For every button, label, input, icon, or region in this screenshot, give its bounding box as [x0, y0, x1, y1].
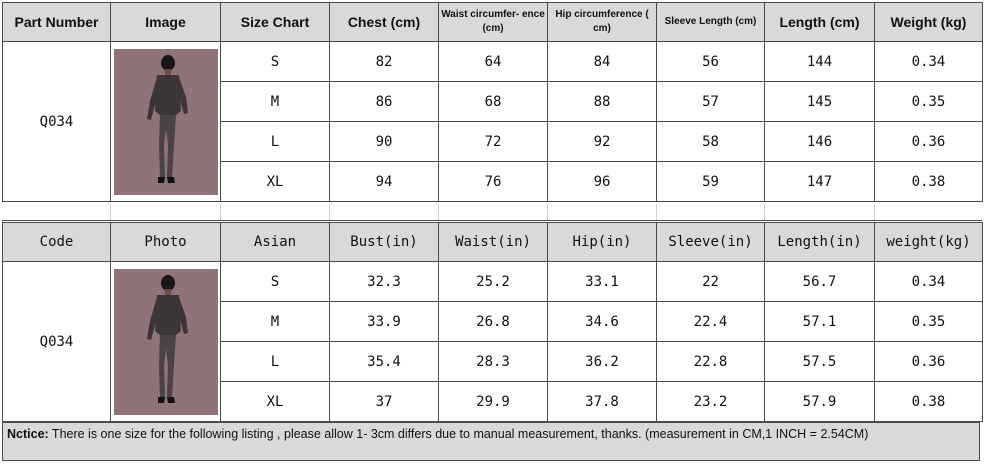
code-cell: Q034	[3, 262, 111, 422]
table-row	[3, 262, 983, 302]
header-length: Length (cm)	[765, 3, 875, 42]
header-hip: Hip circumference ( cm)	[548, 3, 657, 42]
header-sleeve: Sleeve(in)	[657, 223, 765, 262]
length-cell: 147	[765, 162, 875, 202]
size-table-inches	[2, 222, 983, 422]
weight-cell: 0.35	[875, 82, 983, 122]
header-photo: Photo	[111, 223, 221, 262]
waist-cell: 64	[439, 42, 548, 82]
chest-cell: 86	[330, 82, 439, 122]
size-cell: S	[221, 42, 330, 82]
weight-cell: 0.34	[875, 262, 983, 302]
product-image-cell	[111, 42, 221, 202]
size-table-cm	[2, 2, 983, 202]
header-size-chart: Size Chart	[221, 3, 330, 42]
hip-cell: 88	[548, 82, 657, 122]
sleeve-cell: 22.8	[657, 342, 765, 382]
table-row	[3, 42, 983, 82]
length-cell: 144	[765, 42, 875, 82]
waist-cell: 28.3	[439, 342, 548, 382]
weight-cell: 0.34	[875, 42, 983, 82]
header-weight: weight(kg)	[875, 223, 983, 262]
waist-cell: 26.8	[439, 302, 548, 342]
hip-cell: 33.1	[548, 262, 657, 302]
table-header-row	[3, 223, 983, 262]
notice-text: There is one size for the following listing , please allow 1- 3cm differs due to manual measurement, thanks. (measurement in CM,1 INCH = 2.54CM)	[48, 427, 869, 441]
waist-cell: 29.9	[439, 382, 548, 422]
waist-cell: 72	[439, 122, 548, 162]
measurement-notice	[2, 422, 980, 461]
header-length: Length(in)	[765, 223, 875, 262]
bust-cell: 33.9	[330, 302, 439, 342]
length-cell: 146	[765, 122, 875, 162]
weight-cell: 0.36	[875, 122, 983, 162]
table-divider	[2, 204, 982, 221]
weight-cell: 0.35	[875, 302, 983, 342]
weight-cell: 0.36	[875, 342, 983, 382]
header-waist: Waist circumfer- ence (cm)	[439, 3, 548, 42]
size-cell: L	[221, 342, 330, 382]
bust-cell: 37	[330, 382, 439, 422]
size-cell: M	[221, 302, 330, 342]
bust-cell: 35.4	[330, 342, 439, 382]
weight-cell: 0.38	[875, 382, 983, 422]
length-cell: 57.1	[765, 302, 875, 342]
header-sleeve: Sleeve Length (cm)	[657, 3, 765, 42]
sleeve-cell: 58	[657, 122, 765, 162]
length-cell: 57.9	[765, 382, 875, 422]
sleeve-cell: 22.4	[657, 302, 765, 342]
sleeve-cell: 59	[657, 162, 765, 202]
product-photo-cell	[111, 262, 221, 422]
sleeve-cell: 22	[657, 262, 765, 302]
length-cell: 57.5	[765, 342, 875, 382]
chest-cell: 82	[330, 42, 439, 82]
notice-label: Nctice:	[7, 427, 49, 441]
hip-cell: 96	[548, 162, 657, 202]
header-hip: Hip(in)	[548, 223, 657, 262]
hip-cell: 36.2	[548, 342, 657, 382]
header-waist: Waist(in)	[439, 223, 548, 262]
header-code: Code	[3, 223, 111, 262]
waist-cell: 76	[439, 162, 548, 202]
header-part-number: Part Number	[3, 3, 111, 42]
product-photo	[114, 269, 218, 415]
header-weight: Weight (kg)	[875, 3, 983, 42]
header-chest: Chest (cm)	[330, 3, 439, 42]
table-header-row	[3, 3, 983, 42]
part-number-cell: Q034	[3, 42, 111, 202]
product-photo	[114, 49, 218, 195]
hip-cell: 34.6	[548, 302, 657, 342]
length-cell: 56.7	[765, 262, 875, 302]
sleeve-cell: 23.2	[657, 382, 765, 422]
size-cell: L	[221, 122, 330, 162]
length-cell: 145	[765, 82, 875, 122]
bust-cell: 32.3	[330, 262, 439, 302]
header-asian: Asian	[221, 223, 330, 262]
chest-cell: 94	[330, 162, 439, 202]
size-cell: XL	[221, 382, 330, 422]
hip-cell: 84	[548, 42, 657, 82]
sleeve-cell: 56	[657, 42, 765, 82]
hip-cell: 92	[548, 122, 657, 162]
size-cell: M	[221, 82, 330, 122]
waist-cell: 68	[439, 82, 548, 122]
size-cell: XL	[221, 162, 330, 202]
size-cell: S	[221, 262, 330, 302]
waist-cell: 25.2	[439, 262, 548, 302]
weight-cell: 0.38	[875, 162, 983, 202]
hip-cell: 37.8	[548, 382, 657, 422]
header-bust: Bust(in)	[330, 223, 439, 262]
chest-cell: 90	[330, 122, 439, 162]
sleeve-cell: 57	[657, 82, 765, 122]
header-image: Image	[111, 3, 221, 42]
